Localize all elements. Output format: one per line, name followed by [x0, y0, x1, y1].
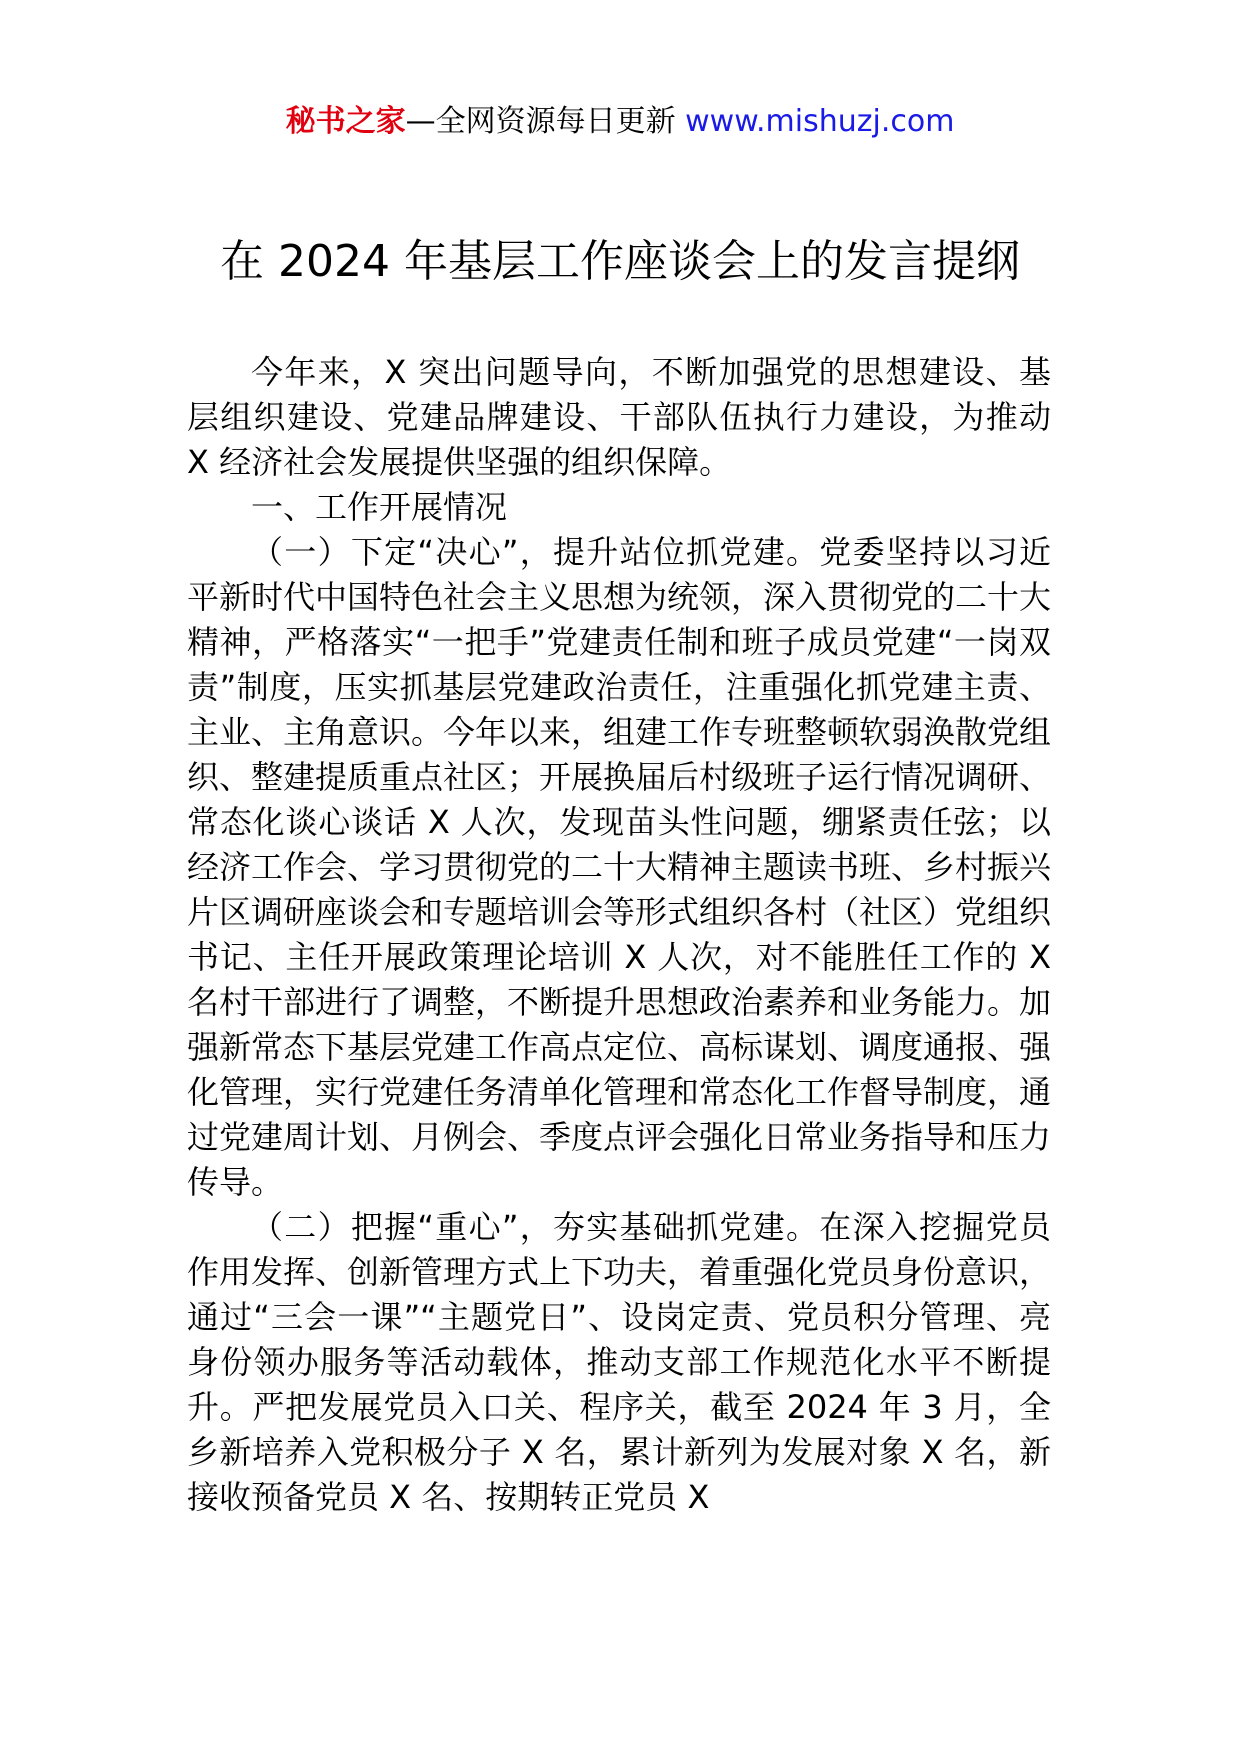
intro-paragraph: 今年来，X 突出问题导向，不断加强党的思想建设、基层组织建设、党建品牌建设、干部队伍执行力建设，为推动 X 经济社会发展提供坚强的组织保障。	[187, 353, 1051, 481]
body-paragraph-determination: （一）下定“决心”，提升站位抓党建。党委坚持以习近平新时代中国特色社会主义思想为统领，深入贯彻党的二十大精神，严格落实“一把手”党建责任制和班子成员党建“一岗双责”制度，压实抓基层党建政治责任，注重强化抓党建主责、主业、主角意识。今年以来，组建工作专班整顿软弱涣散党组织、整建提质重点社区；开展换届后村级班子运行情况调研、常态化谈心谈话 X 人次，发现苗头性问题，绷紧责任弦；以经济工作会、学习贯彻党的二十大精神主题读书班、乡村振兴片区调研座谈会和专题培训会等形式组织各村（社区）党组织书记、主任开展政策理论培训 X 人次，对不能胜任工作的 X 名村干部进行了调整，不断提升思想政治素养和业务能力。加强新常态下基层党建工作高点定位、高标谋划、调度通报、强化管理，实行党建任务清单化管理和常态化工作督导制度，通过党建周计划、月例会、季度点评会强化日常业务指导和压力传导。	[187, 533, 1052, 1201]
site-brand: 秘书之家	[285, 104, 406, 139]
body-paragraph-focus: （二）把握“重心”，夯实基础抓党建。在深入挖掘党员作用发挥、创新管理方式上下功夫，着重强化党员身份意识，通过“三会一课”“主题党日”、设岗定责、党员积分管理、亮身份领办服务等活动载体，推动支部工作规范化水平不断提升。严把发展党员入口关、程序关，截至 2024 年 3 月，全乡新培养入党积极分子 X 名，累计新列为发展对象 X 名，新接收预备党员 X 名、按期转正党员 X	[187, 1208, 1052, 1516]
site-tagline: —全网资源每日更新	[405, 104, 686, 139]
site-url-link[interactable]: www.mishuzj.com	[685, 104, 955, 139]
document-body	[187, 350, 1051, 1520]
section-heading: 一、工作开展情况	[251, 488, 508, 526]
site-header	[0, 100, 1240, 144]
document-title: 在 2024 年基层工作座谈会上的发言提纲	[220, 236, 1020, 287]
